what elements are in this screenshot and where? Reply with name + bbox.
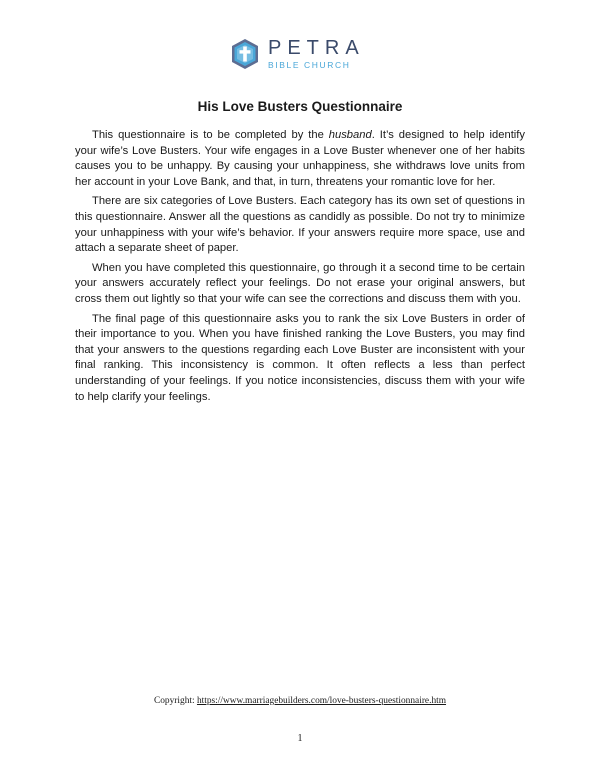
shield-cross-icon <box>230 38 260 70</box>
copyright-label: Copyright: <box>153 696 197 706</box>
paragraph-1: This questionnaire is to be completed by the husband. It’s designed to help identify your wife’s Love Busters. Your wife engages in a Love Buster whenever one of her habits causes you to be unhappy. By causing your unhappiness, she withdraws love units from her account in your Love Bank, and that, in turn, threatens your romantic love for her. <box>75 129 525 188</box>
paragraph-4: The final page of this questionnaire asks you to rank the six Love Busters in order of their importance to you. When you have finished ranking the Love Busters, you may find that your answers to the questions regarding each Love Buster are inconsistent with your final ranking. This inconsistency is common. It often reflects a less than perfect understanding of your feelings. If you notice inconsistencies, discuss them with your wife to help clarify your feelings. <box>75 312 525 403</box>
paragraph-2: There are six categories of Love Busters. Each category has its own set of questions in this questionnaire. Answer all the questions as candidly as possible. Do not try to minimize your unhappiness with your wife’s behavior. If your answers require more space, use and attach a separate sheet of paper. <box>75 195 525 255</box>
copyright-link[interactable]: https://www.marriagebuilders.com/love-busters-questionnaire.htm <box>196 696 447 706</box>
logo-name: PETRA <box>268 37 365 60</box>
document-body <box>75 128 525 409</box>
page-number: 1 <box>297 733 303 744</box>
emphasis-husband: husband <box>328 129 372 141</box>
document-title: His Love Busters Questionnaire <box>197 99 403 114</box>
copyright-footer <box>0 696 600 706</box>
church-logo <box>230 38 365 70</box>
paragraph-3: When you have completed this questionnaire, go through it a second time to be certain your answers accurately reflect your feelings. Do not erase your original answers, but cross them out lightly so that your wife can see the corrections and discuss them with you. <box>75 261 525 305</box>
logo-subtitle: BIBLE CHURCH <box>268 60 351 71</box>
